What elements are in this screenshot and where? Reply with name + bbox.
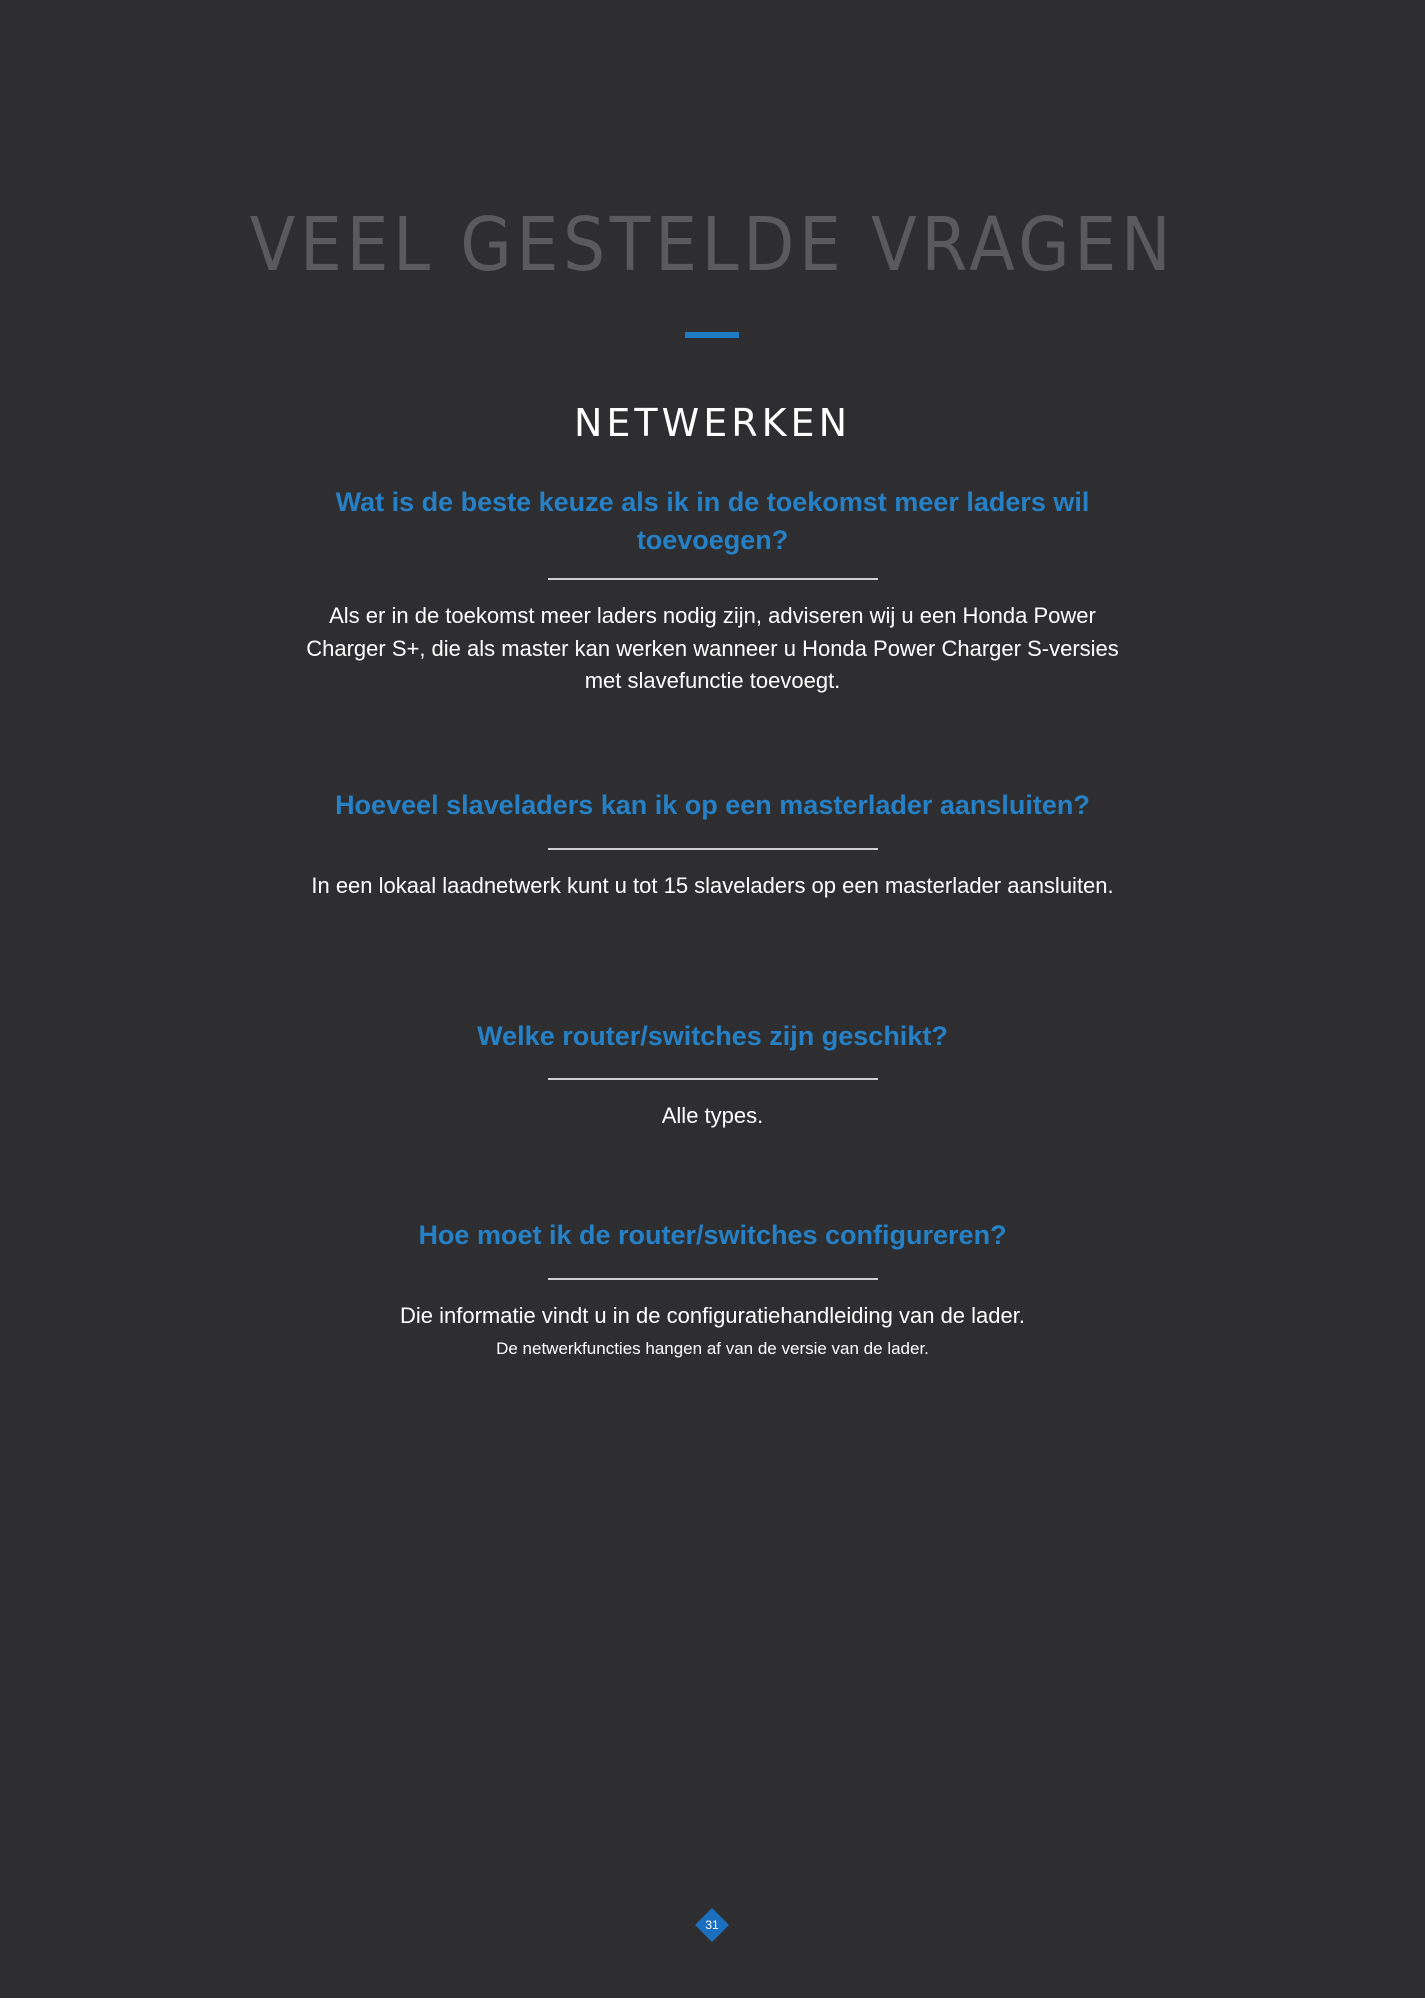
faq-answer: In een lokaal laadnetwerk kunt u tot 15 slaveladers op een masterlader aansluiten. (311, 873, 1114, 898)
faq-item (300, 1017, 1125, 1133)
faq-item (300, 1216, 1125, 1361)
faq-answer: Als er in de toekomst meer laders nodig zijn, adviseren wij u een Honda Power Charger S+, die als master kan werken wanneer u Honda Power Charger S-versies met slavefunctie toevoegt. (306, 603, 1119, 693)
page-title: VEEL GESTELDE VRAGEN (249, 202, 1176, 288)
faq-question: Wat is de beste keuze als ik in de toekomst meer laders wil toevoegen? (335, 487, 1090, 555)
page-number: 31 (705, 1918, 719, 1932)
faq-answer: Die informatie vindt u in de configuratiehandleiding van de lader. (400, 1303, 1025, 1328)
title-accent-bar (685, 332, 739, 338)
faq-question: Welke router/switches zijn geschikt? (477, 1021, 948, 1051)
faq-question: Hoeveel slaveladers kan ik op een masterlader aansluiten? (335, 790, 1090, 820)
faq-item (300, 786, 1125, 903)
page-number-badge (697, 1910, 727, 1940)
section-title: NETWERKEN (574, 401, 851, 445)
faq-divider (548, 1278, 878, 1280)
faq-item (300, 483, 1125, 698)
faq-question: Hoe moet ik de router/switches configureren? (418, 1220, 1007, 1250)
faq-note: De netwerkfuncties hangen af van de versie van de lader. (496, 1338, 929, 1358)
faq-answer: Alle types. (661, 1103, 764, 1128)
faq-divider (548, 578, 878, 580)
faq-divider (548, 848, 878, 850)
faq-divider (548, 1078, 878, 1080)
